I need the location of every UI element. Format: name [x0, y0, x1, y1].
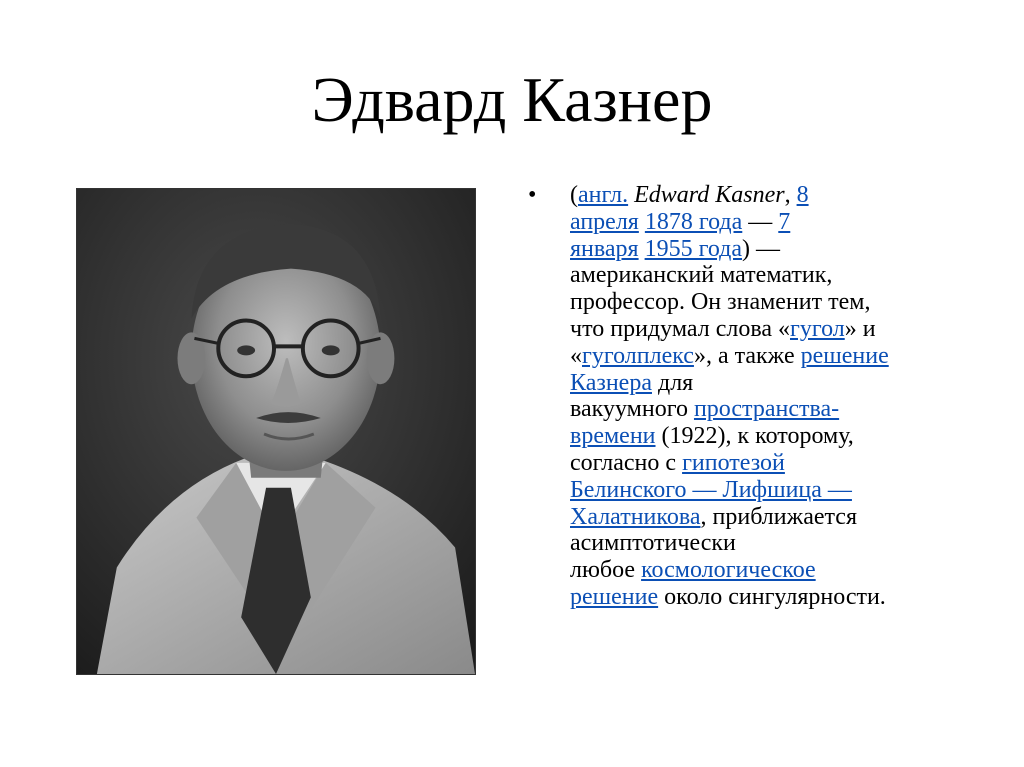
- link-googol[interactable]: гугол: [789, 315, 845, 342]
- bio-line: асимптотически: [570, 530, 736, 557]
- text-run: «: [570, 342, 582, 369]
- bio-line: [570, 504, 970, 531]
- text-run: ,: [784, 182, 797, 208]
- bio-line: [570, 423, 970, 450]
- bio-line: [570, 343, 970, 370]
- link-hypothesis-2[interactable]: Белинского — Лифшица —: [570, 476, 852, 503]
- bio-text: [570, 182, 970, 611]
- slide-title: Эдвард Казнер: [311, 64, 713, 135]
- text-run: согласно с: [570, 449, 683, 476]
- link-googolplex[interactable]: гуголплекс: [582, 342, 694, 369]
- link-death-day[interactable]: 7: [778, 208, 791, 235]
- link-death-month[interactable]: января: [570, 235, 639, 262]
- bio-line: [570, 477, 970, 504]
- text-run: », а также: [693, 342, 801, 369]
- text-run: около сингулярности.: [658, 583, 886, 610]
- link-spacetime[interactable]: пространства-: [693, 396, 840, 423]
- link-hypothesis[interactable]: гипотезой: [682, 449, 785, 476]
- portrait-image: [77, 189, 475, 674]
- bio-line: [570, 450, 970, 477]
- text-run: —: [742, 208, 779, 235]
- text-run: вакуумного: [570, 396, 694, 423]
- link-kasner-solution[interactable]: решение: [800, 342, 889, 369]
- bio-line: [570, 557, 970, 584]
- link-birth-day[interactable]: 8: [796, 182, 809, 208]
- bio-line: [570, 370, 970, 397]
- text-run: (: [570, 182, 578, 208]
- text-run: любое: [570, 557, 642, 584]
- bio-line: американский математик,: [570, 262, 833, 289]
- bio-line: [570, 182, 970, 209]
- link-lang[interactable]: англ.: [578, 182, 629, 208]
- bio-line: [570, 209, 970, 236]
- text-run: для: [651, 369, 694, 396]
- portrait-photo: [76, 188, 476, 675]
- text-run: ) —: [742, 235, 781, 262]
- bio-line: профессор. Он знаменит тем,: [570, 289, 871, 316]
- text-run: что придумал слова «: [570, 315, 790, 342]
- link-birth-month[interactable]: апреля: [570, 208, 639, 235]
- bio-line: [570, 236, 970, 263]
- text-run: (1922), к которому,: [655, 423, 854, 450]
- link-birth-year[interactable]: 1878 года: [644, 208, 743, 235]
- text-run: » и: [844, 315, 876, 342]
- link-spacetime-2[interactable]: времени: [570, 423, 656, 450]
- bio-line: [570, 396, 970, 423]
- link-cosmological-solution[interactable]: космологическое: [641, 557, 816, 584]
- text-run: , приближается: [700, 503, 857, 530]
- link-death-year[interactable]: 1955 года: [644, 235, 743, 262]
- link-cosmological-solution-2[interactable]: решение: [570, 583, 659, 610]
- link-hypothesis-3[interactable]: Халатникова: [570, 503, 701, 530]
- bio-line: [570, 316, 970, 343]
- bio-line: [570, 584, 970, 611]
- english-name: Edward Kasner: [628, 182, 785, 208]
- link-kasner-solution-2[interactable]: Казнера: [570, 369, 652, 396]
- bullet-marker: •: [528, 182, 537, 208]
